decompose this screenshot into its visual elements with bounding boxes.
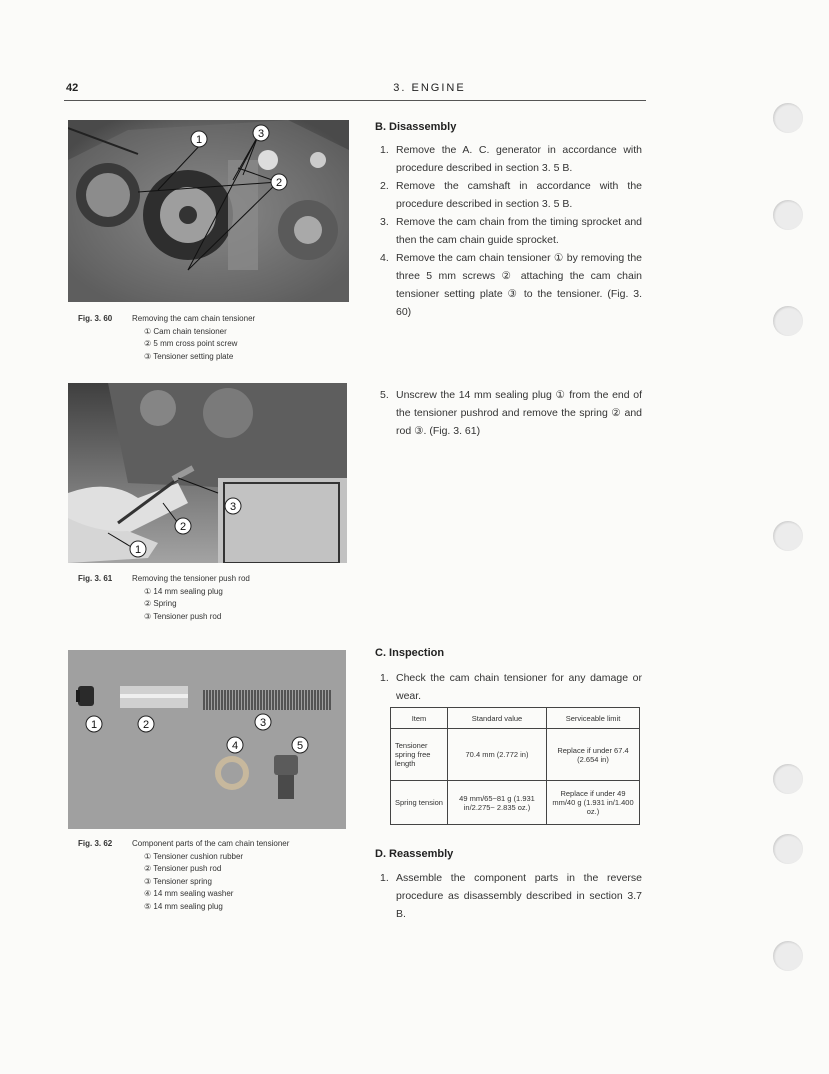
section-heading-disassembly: B. Disassembly: [375, 121, 457, 133]
fig-3-62-caption: [78, 838, 368, 913]
inspection-step: 1. Check the cam chain tensioner for any damage or wear.: [380, 672, 642, 702]
section-heading-inspection: C. Inspection: [375, 647, 445, 659]
table-header: Item: [391, 708, 448, 729]
fig-3-62-callout-2: [138, 716, 154, 732]
table-header: Serviceable limit: [547, 708, 640, 729]
caption-item: ① 14 mm sealing plug: [144, 586, 223, 596]
svg-text:2: 2: [275, 177, 283, 189]
binder-hole: [773, 103, 803, 133]
section-heading-reassembly: D. Reassembly: [375, 848, 454, 860]
disassembly-step-5: 5. Unscrew the 14 mm sealing plug ① from the end of the tensioner pushrod and remove the spring ② and rod ③. (Fig. 3. 61): [380, 389, 642, 437]
table-row: Spring tension 49 mm/65~81 g (1.931 in/2.275~ 2.835 oz.) Replace if under 49 mm/40 g (1.931 in/1.400 oz.): [391, 781, 640, 825]
svg-text:1: 1: [134, 544, 142, 556]
svg-text:5: 5: [296, 740, 304, 752]
caption-item: ① Tensioner cushion rubber: [144, 851, 244, 861]
binder-hole: [773, 764, 803, 794]
fig-3-62-callout-5: [292, 737, 308, 753]
page-number: 42: [66, 82, 79, 94]
fig-number: Fig. 3. 62: [78, 839, 113, 848]
fig-3-62-callout-4: [227, 737, 243, 753]
fig-3-61-callout-2: [175, 518, 191, 534]
fig-3-61-callout-3: [225, 498, 241, 514]
fig-title: Removing the tensioner push rod: [132, 574, 250, 583]
binder-hole: [773, 306, 803, 336]
fig-3-60-caption: [78, 313, 358, 363]
caption-item: ② Spring: [144, 599, 177, 608]
step: 4. Remove the cam chain tensioner ① by removing the three 5 mm screws ② attaching the cam chain tensioner setting plate ③ to the tensioner. (Fig. 3. 60): [380, 252, 642, 318]
fig-3-62-callout-3: [255, 714, 271, 730]
fig-3-62-callout-1: [86, 716, 102, 732]
table-header: Standard value: [448, 708, 547, 729]
caption-item: ② 5 mm cross point screw: [144, 339, 238, 348]
svg-text:3: 3: [257, 128, 265, 140]
spec-table: [390, 707, 640, 825]
svg-text:2: 2: [179, 521, 187, 533]
svg-text:3: 3: [259, 717, 267, 729]
binder-hole: [773, 941, 803, 971]
reassembly-step: 1. Assemble the component parts in the reverse procedure as disassembly described in section 3.7 B.: [380, 872, 642, 920]
disassembly-steps: [380, 141, 642, 321]
fig-3-61-photo: [68, 383, 347, 563]
binder-hole: [773, 200, 803, 230]
svg-text:1: 1: [195, 134, 203, 146]
caption-item: ⑤ 14 mm sealing plug: [144, 901, 223, 911]
table-row: Tensioner spring free length 70.4 mm (2.772 in) Replace if under 67.4 (2.654 in): [391, 729, 640, 781]
chapter-title: 3. ENGINE: [393, 82, 466, 94]
fig-3-60-photo: [68, 120, 349, 302]
fig-3-60-callout-3: [253, 125, 269, 141]
fig-3-60-callout-1: [191, 131, 207, 147]
caption-item: ④ 14 mm sealing washer: [144, 889, 234, 898]
caption-item: ② Tensioner push rod: [144, 864, 222, 873]
fig-3-61-caption: [78, 573, 358, 623]
fig-title: Removing the cam chain tensioner: [132, 314, 256, 323]
svg-text:4: 4: [231, 740, 239, 752]
fig-3-61-callout-1: [130, 541, 146, 557]
step: 1. Remove the A. C. generator in accordance with procedure described in section 3. 5 B.: [380, 144, 642, 174]
fig-number: Fig. 3. 61: [78, 574, 113, 583]
caption-item: ③ Tensioner push rod: [144, 611, 222, 621]
fig-title: Component parts of the cam chain tensioner: [132, 839, 290, 848]
caption-item: ① Cam chain tensioner: [144, 326, 227, 336]
binder-hole: [773, 521, 803, 551]
caption-item: ③ Tensioner spring: [144, 876, 212, 886]
svg-text:1: 1: [90, 719, 98, 731]
fig-3-60-callout-2: [271, 174, 287, 190]
step: 2. Remove the camshaft in accordance with the procedure described in section 3. 5 B.: [380, 180, 642, 210]
fig-number: Fig. 3. 60: [78, 314, 113, 323]
svg-text:2: 2: [142, 719, 150, 731]
fig-3-62-photo: [68, 650, 346, 829]
caption-item: ③ Tensioner setting plate: [144, 351, 234, 361]
step: 3. Remove the cam chain from the timing sprocket and then the cam chain guide sprocket.: [380, 216, 642, 246]
header-rule: [64, 100, 646, 101]
svg-text:3: 3: [229, 501, 237, 513]
binder-hole: [773, 834, 803, 864]
